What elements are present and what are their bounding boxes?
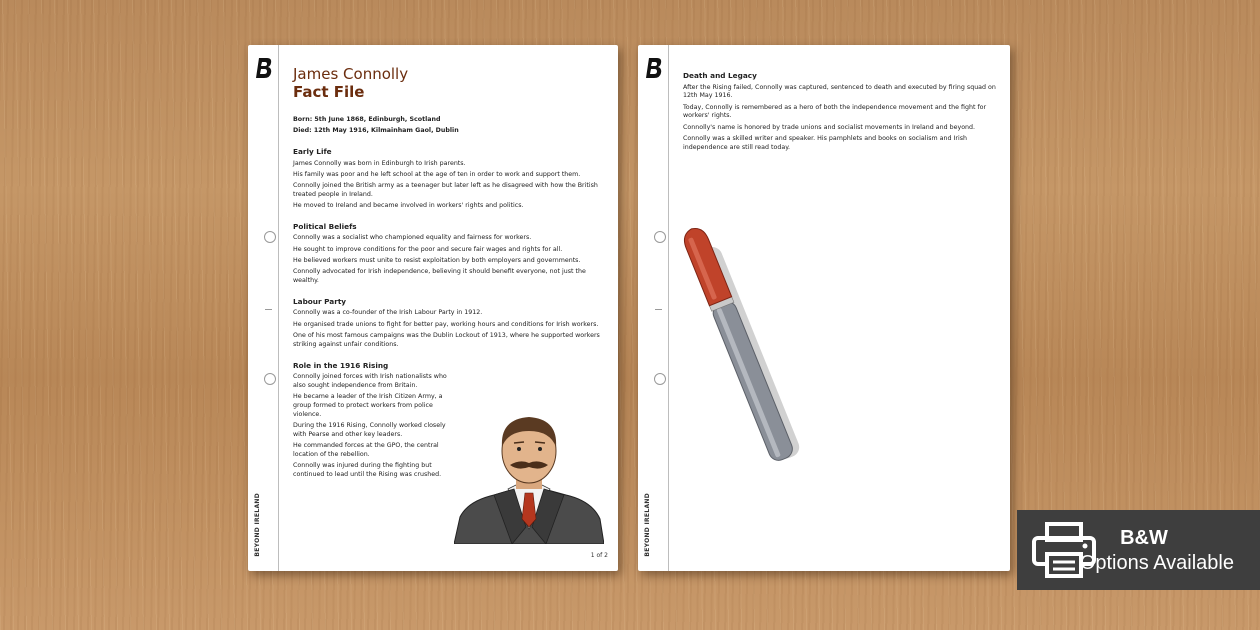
- paragraph: Connolly advocated for Irish independence, believing it should benefit everyone, not just the wealthy.: [293, 268, 586, 285]
- paragraph: His family was poor and he left school at the age of ten in order to work and support them.: [293, 170, 581, 178]
- paragraph: One of his most famous campaigns was the Dublin Lockout of 1913, where he supported workers striking against unfair conditions.: [293, 332, 600, 348]
- paragraph: During the 1916 Rising, Connolly worked closely with Pearse and other key leaders.: [293, 422, 446, 438]
- section-heading: Early Life: [293, 147, 332, 156]
- died-fact: Died: 12th May 1916, Kilmainham Gaol, Dublin: [293, 127, 459, 134]
- worksheet-page-1: [248, 45, 618, 571]
- margin-line: [278, 45, 279, 571]
- section-heading: Role in the 1916 Rising: [293, 360, 389, 370]
- paragraph: He organised trade unions to fight for better pay, working hours and conditions for Irish workers.: [293, 320, 599, 328]
- banner-subtitle: Options Available: [1079, 552, 1234, 574]
- page-2-content: [683, 71, 996, 153]
- section-heading: Labour Party: [293, 296, 347, 306]
- paragraph: After the Rising failed, Connolly was captured, sentenced to death and executed by firing squad on 12th May 1916.: [683, 83, 996, 100]
- paragraph: Connolly joined the British army as a teenager but later left as he disagreed with how the British treated people in Ireland.: [293, 182, 598, 198]
- born-fact: Born: 5th June 1868, Edinburgh, Scotland: [293, 116, 441, 123]
- section-early-life: [293, 147, 604, 211]
- page-number: 1 of 2: [590, 552, 608, 559]
- paragraph: Connolly was a co-founder of the Irish Labour Party in 1912.: [293, 309, 483, 317]
- portrait-illustration: [454, 409, 604, 544]
- key-facts: [293, 114, 604, 136]
- paragraph: He became a leader of the Irish Citizen Army, a group formed to protect workers from police violence.: [293, 393, 443, 418]
- bw-options-banner[interactable]: [1017, 510, 1260, 590]
- side-brand: BEYOND IRELAND: [644, 493, 651, 557]
- paragraph: Connolly joined forces with Irish nationalists who also sought independence from Britain.: [293, 373, 447, 389]
- section-heading: Death and Legacy: [683, 71, 757, 80]
- section-heading: Political Beliefs: [293, 221, 357, 231]
- paragraph: James Connolly was born in Edinburgh to Irish parents.: [293, 159, 466, 167]
- paragraph: He believed workers must unite to resist exploitation by both employers and governments.: [293, 257, 581, 265]
- paragraph: He moved to Ireland and became involved in workers' rights and politics.: [293, 202, 524, 210]
- marker-pen-image: [660, 215, 810, 475]
- banner-title: B&W: [1120, 527, 1168, 549]
- punch-hole: [264, 373, 276, 385]
- section-labour-party: [293, 297, 604, 350]
- paragraph: Today, Connolly is remembered as a hero of both the independence movement and the fight for workers' rights.: [683, 103, 987, 120]
- paragraph: Connolly was injured during the fighting but continued to lead until the Rising was crushed.: [293, 462, 442, 479]
- page-subtitle: Fact File: [293, 83, 365, 101]
- page-title: James Connolly: [293, 65, 409, 83]
- side-brand: BEYOND IRELAND: [254, 493, 261, 557]
- paragraph: He sought to improve conditions for the poor and secure fair wages and rights for all.: [293, 245, 563, 253]
- beyond-logo-icon: [646, 57, 663, 79]
- section-political-beliefs: [293, 222, 604, 286]
- paragraph: Connolly was a skilled writer and speaker. His pamphlets and books on socialism and Irish independence are still read today.: [683, 134, 967, 151]
- beyond-logo-icon: [256, 57, 273, 79]
- paragraph: Connolly was a socialist who championed equality and fairness for workers.: [293, 234, 532, 242]
- section-death-and-legacy: [683, 71, 996, 153]
- paragraph: Connolly's name is honored by trade unions and socialist movements in Ireland and beyond.: [683, 123, 976, 131]
- paragraph: He commanded forces at the GPO, the central location of the rebellion.: [293, 442, 439, 459]
- punch-hole: [264, 231, 276, 243]
- fold-mark: [265, 309, 272, 310]
